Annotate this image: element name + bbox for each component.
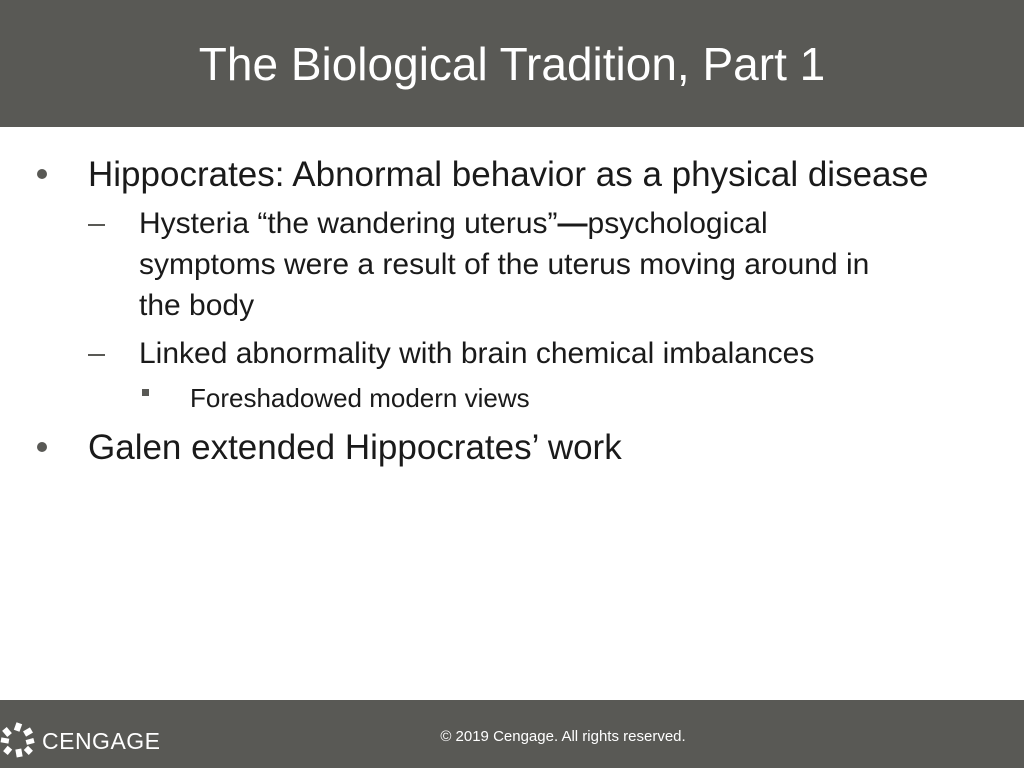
sub-item-hysteria-line3: the body bbox=[139, 289, 255, 322]
square-bullet-icon bbox=[142, 389, 149, 396]
sub-sub-item-foreshadowed: Foreshadowed modern views bbox=[190, 383, 530, 413]
sub-item-hysteria-part1: Hysteria “the wandering uterus” bbox=[139, 207, 558, 240]
bullet-dot-icon bbox=[37, 442, 47, 452]
logo-wordmark: CENGAGE bbox=[42, 728, 161, 754]
sub-item-hysteria-part2: psychological bbox=[587, 207, 768, 240]
sub-item-linked-abnormality: Linked abnormality with brain chemical imbalances bbox=[139, 337, 815, 370]
dash-bullet-icon bbox=[88, 354, 105, 356]
sub-item-hysteria-line2: symptoms were a result of the uterus moving around in bbox=[139, 248, 870, 281]
bullet-dot-icon bbox=[37, 169, 47, 179]
slide-title: The Biological Tradition, Part 1 bbox=[198, 38, 826, 90]
bullet-item-galen: Galen extended Hippocrates’ work bbox=[88, 428, 622, 467]
bullet-item-hippocrates: Hippocrates: Abnormal behavior as a physical disease bbox=[88, 155, 929, 194]
em-dash: — bbox=[557, 207, 588, 240]
dash-bullet-icon bbox=[88, 224, 105, 226]
sub-item-hysteria bbox=[139, 204, 768, 244]
copyright-notice: © 2019 Cengage. All rights reserved. bbox=[440, 728, 686, 745]
footer-bar bbox=[0, 700, 1024, 768]
